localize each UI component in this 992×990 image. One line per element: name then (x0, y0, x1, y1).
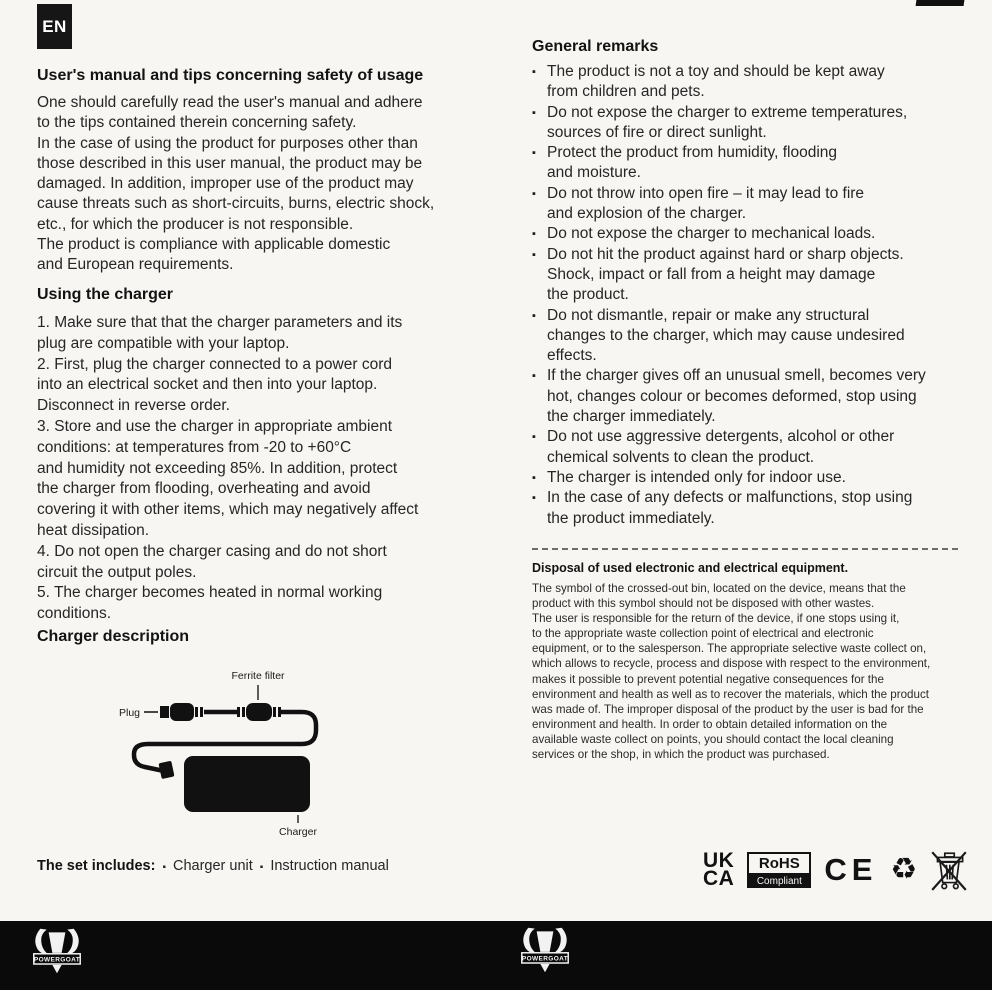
list-item (532, 245, 968, 306)
cable-rib (195, 707, 198, 717)
bullet-marker: ▪ (532, 471, 536, 484)
charger-label: Charger (279, 826, 317, 838)
ferrite-filter-body (246, 703, 272, 721)
powergoat-logo (31, 925, 83, 977)
bullet-marker: ▪ (532, 492, 536, 505)
recycle-icon: ♻ (890, 853, 918, 886)
remark-text: Do not hit the product against hard or sharp objects. Shock, impact or fall from a height may damage the product. (547, 245, 904, 304)
remark-text: In the case of any defects or malfunctions, stop using the product immediately. (547, 489, 913, 527)
dc-connector (158, 761, 174, 779)
plug-label: Plug (118, 707, 140, 719)
en-language-badge (37, 4, 72, 49)
cable-rib (242, 707, 245, 717)
ukca-line1: UK (703, 849, 735, 872)
remark-text: The charger is intended only for indoor use. (547, 468, 846, 486)
plug-tip (160, 706, 169, 718)
cable-rib (200, 707, 203, 717)
bullet-marker: ▪ (532, 248, 536, 261)
list-item (532, 488, 968, 529)
disposal-paragraph: The symbol of the crossed-out bin, located on the device, means that the product with this symbol should not be disposed with other wastes. The user is responsible for the return of the device, if one stops using it, to the appropriate waste collection point of electrical and electronic equipment, or to the salesperson. The appropriate selective waste collect on, which allows to recycle, process and dispose with respect to the environment, makes it possible to prevent potential negative consequences for the environment and health as well as to recover the materials, which the product was made of. The improper disposal of the product by the user is bad for the environment and health. In order to obtain detailed information on the available waste collect on points, you should contact the local cleaning services or the shop, in which the product was purchased. (532, 582, 931, 762)
bullet-marker: ▪ (532, 370, 536, 383)
intro-paragraph: One should carefully read the user's manual and adhere to the tips contained therein concerning safety. In the case of using the product for purposes other than those described in this user manual, the product may be damaged. In addition, improper use of the product may cause threats such as short-circuits, burns, electric shock, etc., for which the producer is not responsible. The product is compliance with applicable domestic and European requirements. (37, 94, 435, 274)
bullet-marker: ▪ (532, 187, 536, 200)
ce-mark: CE (824, 852, 878, 887)
scan-artifact (916, 0, 965, 6)
powergoat-wordmark: POWERGOAT (521, 955, 569, 963)
remark-text: Do not dismantle, repair or make any structural changes to the charger, which may cause undesired effects. (547, 306, 905, 365)
ukca-line2: CA (703, 867, 735, 890)
list-item (532, 62, 968, 103)
weee-bin-icon (930, 848, 968, 892)
bullet-marker: ▪ (532, 431, 536, 444)
ferrite-filter-label: Ferrite filter (231, 670, 285, 682)
list-item (532, 143, 968, 184)
list-item (532, 468, 968, 488)
footer-bar (0, 921, 992, 990)
charger-body (184, 756, 310, 812)
remark-text: Do not throw into open fire – it may lead to fire and explosion of the charger. (547, 184, 865, 223)
set-includes-label: The set includes: (37, 858, 156, 874)
charger-diagram (100, 662, 360, 847)
usage-steps: 1. Make sure that that the charger parameters and its plug are compatible with your laptop. 2. First, plug the charger connected to a power cord into an electrical socket and then into your laptop. Disconnect in reverse order. 3. Store and use the charger in appropriate ambient conditions: at temperatures from -20 to +60°C and humidity not exceeding 85%. In addition, protect the charger from flooding, overheating and avoid covering it with other items, which may negatively affect heat dissipation. 4. Do not open the charger casing and do not short circuit the output poles. 5. The charger becomes heated in normal working conditions. (37, 314, 419, 623)
set-item-instruction-manual: Instruction manual (270, 858, 389, 874)
general-remarks-list (532, 62, 968, 529)
charger-description-heading: Charger description (37, 628, 190, 645)
bullet-marker: ▪ (532, 66, 536, 78)
dashed-divider (532, 548, 958, 550)
rohs-title: RoHS (747, 852, 811, 875)
rohs-subtitle: Compliant (747, 875, 811, 888)
bullet-marker: ▪ (532, 106, 536, 119)
ukca-mark (703, 849, 735, 890)
list-item (532, 306, 968, 367)
remark-text: If the charger gives off an unusual smell, becomes very hot, changes colour or becomes deformed, stop using the charger immediately. (547, 367, 926, 426)
bullet-marker: ▪ (532, 309, 536, 322)
bullet-marker: ▪ (162, 862, 166, 873)
en-language-label: EN (42, 16, 67, 36)
plug-body (170, 703, 194, 721)
disposal-heading: Disposal of used electronic and electrical equipment. (532, 561, 849, 575)
rohs-mark (747, 852, 811, 888)
cable-rib (273, 707, 276, 717)
list-item (532, 103, 968, 144)
list-item (532, 427, 968, 468)
remark-text: Do not expose the charger to mechanical loads. (547, 225, 876, 243)
list-item (532, 224, 968, 244)
set-includes-line (37, 858, 497, 874)
left-title: User's manual and tips concerning safety of usage (37, 67, 424, 84)
using-charger-heading: Using the charger (37, 286, 174, 303)
remark-text: The product is not a toy and should be kept away from children and pets. (547, 63, 885, 101)
remark-text: Do not expose the charger to extreme temperatures, sources of fire or direct sunlight. (547, 103, 908, 141)
list-item (532, 184, 968, 225)
cable-rib (237, 707, 240, 717)
general-remarks-heading: General remarks (532, 38, 659, 55)
bullet-marker: ▪ (259, 862, 264, 873)
bullet-marker: ▪ (532, 147, 536, 160)
remark-text: Protect the product from humidity, flooding and moisture. (547, 144, 838, 182)
powergoat-wordmark: POWERGOAT (33, 956, 81, 964)
certification-marks-row (703, 846, 971, 894)
list-item (532, 366, 968, 427)
remark-text: Do not use aggressive detergents, alcohol or other chemical solvents to clean the product. (547, 428, 895, 466)
set-item-charger-unit: Charger unit (173, 858, 253, 874)
bullet-marker: ▪ (532, 228, 536, 241)
powergoat-logo (519, 924, 571, 976)
